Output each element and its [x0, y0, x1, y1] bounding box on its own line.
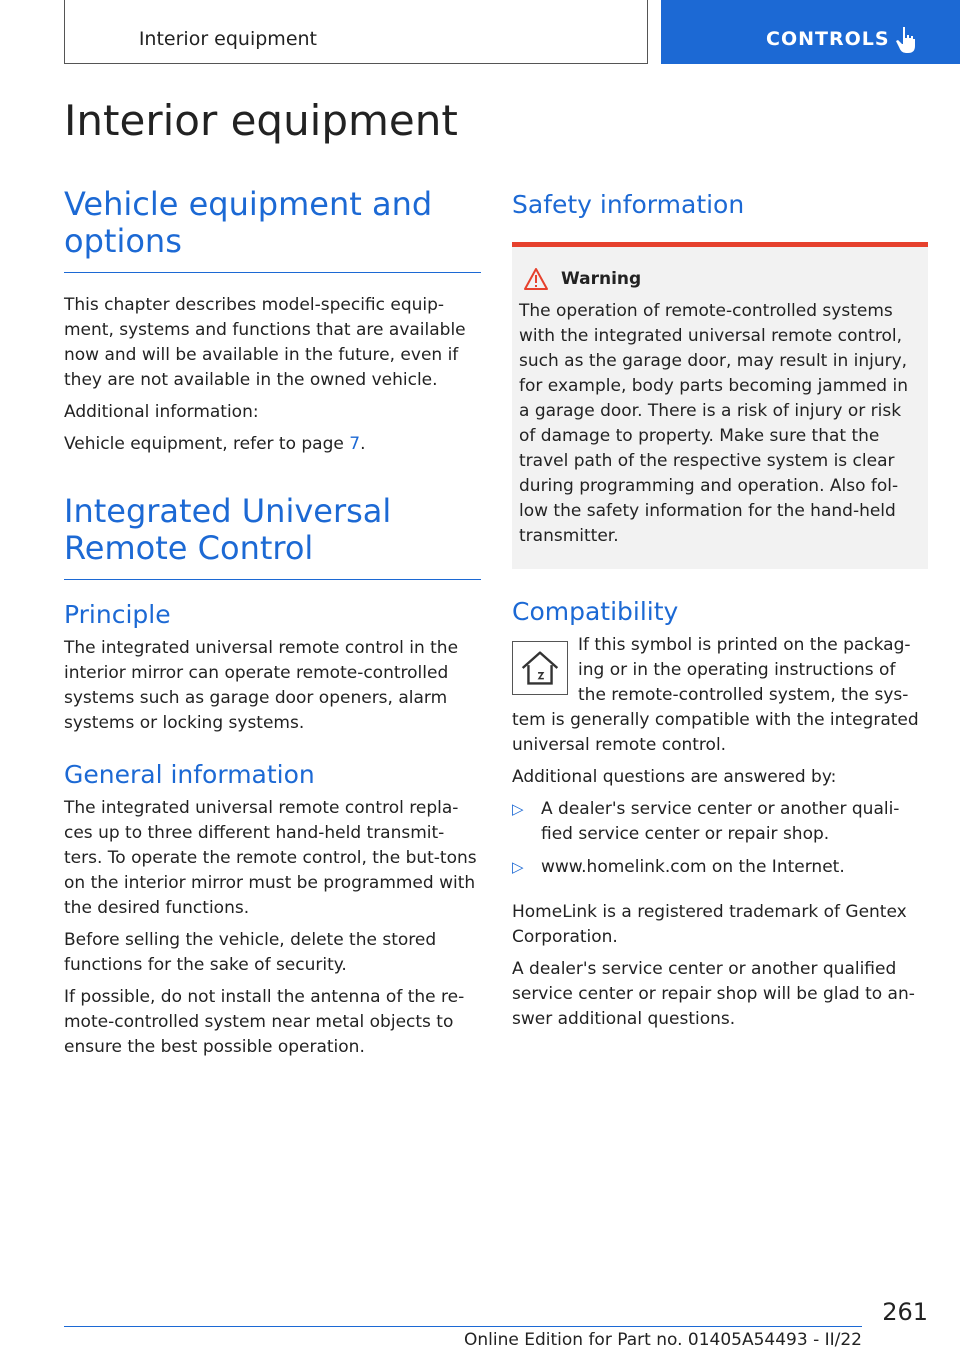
header-tab-label: CONTROLS: [766, 28, 890, 50]
page-title: Interior equipment: [64, 96, 458, 145]
warning-text: The operation of remote-controlled systems with the integrated universal remote control, such as the garage door, may result in injury, for example, body parts becoming jammed in a garage door. There is a risk of injury or risk of damage to property. Make sure that the travel path of the respective system is clear during programming and operation. Also fol-low the safety information for the hand-held transmitter.: [519, 301, 908, 546]
header-section-title: Interior equipment: [138, 28, 317, 50]
heading-line: Remote Control: [64, 529, 314, 567]
heading-line: options: [64, 222, 182, 260]
page-link[interactable]: 7: [349, 434, 361, 454]
list-item-text: www.homelink.com on the Internet.: [541, 857, 845, 877]
list-item-text: A dealer's service center or another quali-fied service center or repair shop.: [541, 799, 900, 844]
list-item: [512, 855, 928, 880]
paragraph: A dealer's service center or another qualified service center or repair shop will be glad to an-swer additional questions.: [512, 959, 915, 1029]
bullet-list: [512, 797, 928, 880]
page-number: 261: [882, 1298, 928, 1326]
list-item: [512, 797, 928, 847]
paragraph: HomeLink is a registered trademark of Gentex Corporation.: [512, 902, 907, 947]
paragraph: The integrated universal remote control in the interior mirror can operate remote-controlled systems such as garage door openers, alarm systems or locking systems.: [64, 638, 459, 733]
triangle-bullet-icon: ▷: [512, 800, 524, 818]
warning-box: [512, 242, 928, 569]
heading-line: Integrated Universal: [64, 492, 392, 530]
heading-vehicle-equipment: [64, 186, 481, 273]
heading-integrated-universal-remote-control: [64, 493, 481, 580]
paragraph-reference: [64, 432, 481, 457]
header-box: [64, 0, 648, 64]
warning-triangle-icon: [523, 267, 549, 291]
paragraph: Additional questions are answered by:: [512, 767, 837, 787]
heading-compatibility: Compatibility: [512, 597, 679, 626]
paragraph: If possible, do not install the antenna of the re-mote-controlled system near metal objects to ensure the best possible operation.: [64, 987, 465, 1057]
right-column: [512, 186, 928, 1039]
house-icon: [512, 641, 568, 695]
heading-safety-information: Safety information: [512, 190, 745, 219]
left-column: [64, 186, 481, 1067]
footer-divider: [64, 1326, 862, 1327]
warning-header: [519, 267, 920, 291]
paragraph: If this symbol is printed on the packag-ing or in the operating instructions of the remote-controlled system, the sys-tem is generally compatible with the integrated universal remote control.: [512, 635, 919, 755]
heading-general-information: General information: [64, 760, 315, 789]
triangle-bullet-icon: ▷: [512, 858, 524, 876]
warning-label: Warning: [561, 269, 642, 289]
heading-line: Vehicle equipment and: [64, 185, 433, 223]
header-tab-controls[interactable]: [661, 0, 960, 64]
paragraph: Additional information:: [64, 402, 259, 422]
heading-principle: Principle: [64, 600, 171, 629]
compatibility-block: [512, 633, 928, 765]
reference-text: Vehicle equipment, refer to page: [64, 434, 350, 454]
footer-edition: Online Edition for Part no. 01405A54493 - II/22: [463, 1330, 862, 1350]
paragraph: The integrated universal remote control repla-ces up to three different hand-held transmit-ters. To operate the remote control, the but-tons on the interior mirror must be programmed with the desired functions.: [64, 798, 477, 918]
paragraph: Before selling the vehicle, delete the stored functions for the sake of security.: [64, 930, 437, 975]
paragraph: This chapter describes model-specific equip-ment, systems and functions that are available now and will be available in the future, even if they are not available in the owned vehicle.: [64, 295, 466, 390]
pointing-hand-icon: [894, 25, 920, 55]
reference-end: .: [360, 434, 366, 454]
